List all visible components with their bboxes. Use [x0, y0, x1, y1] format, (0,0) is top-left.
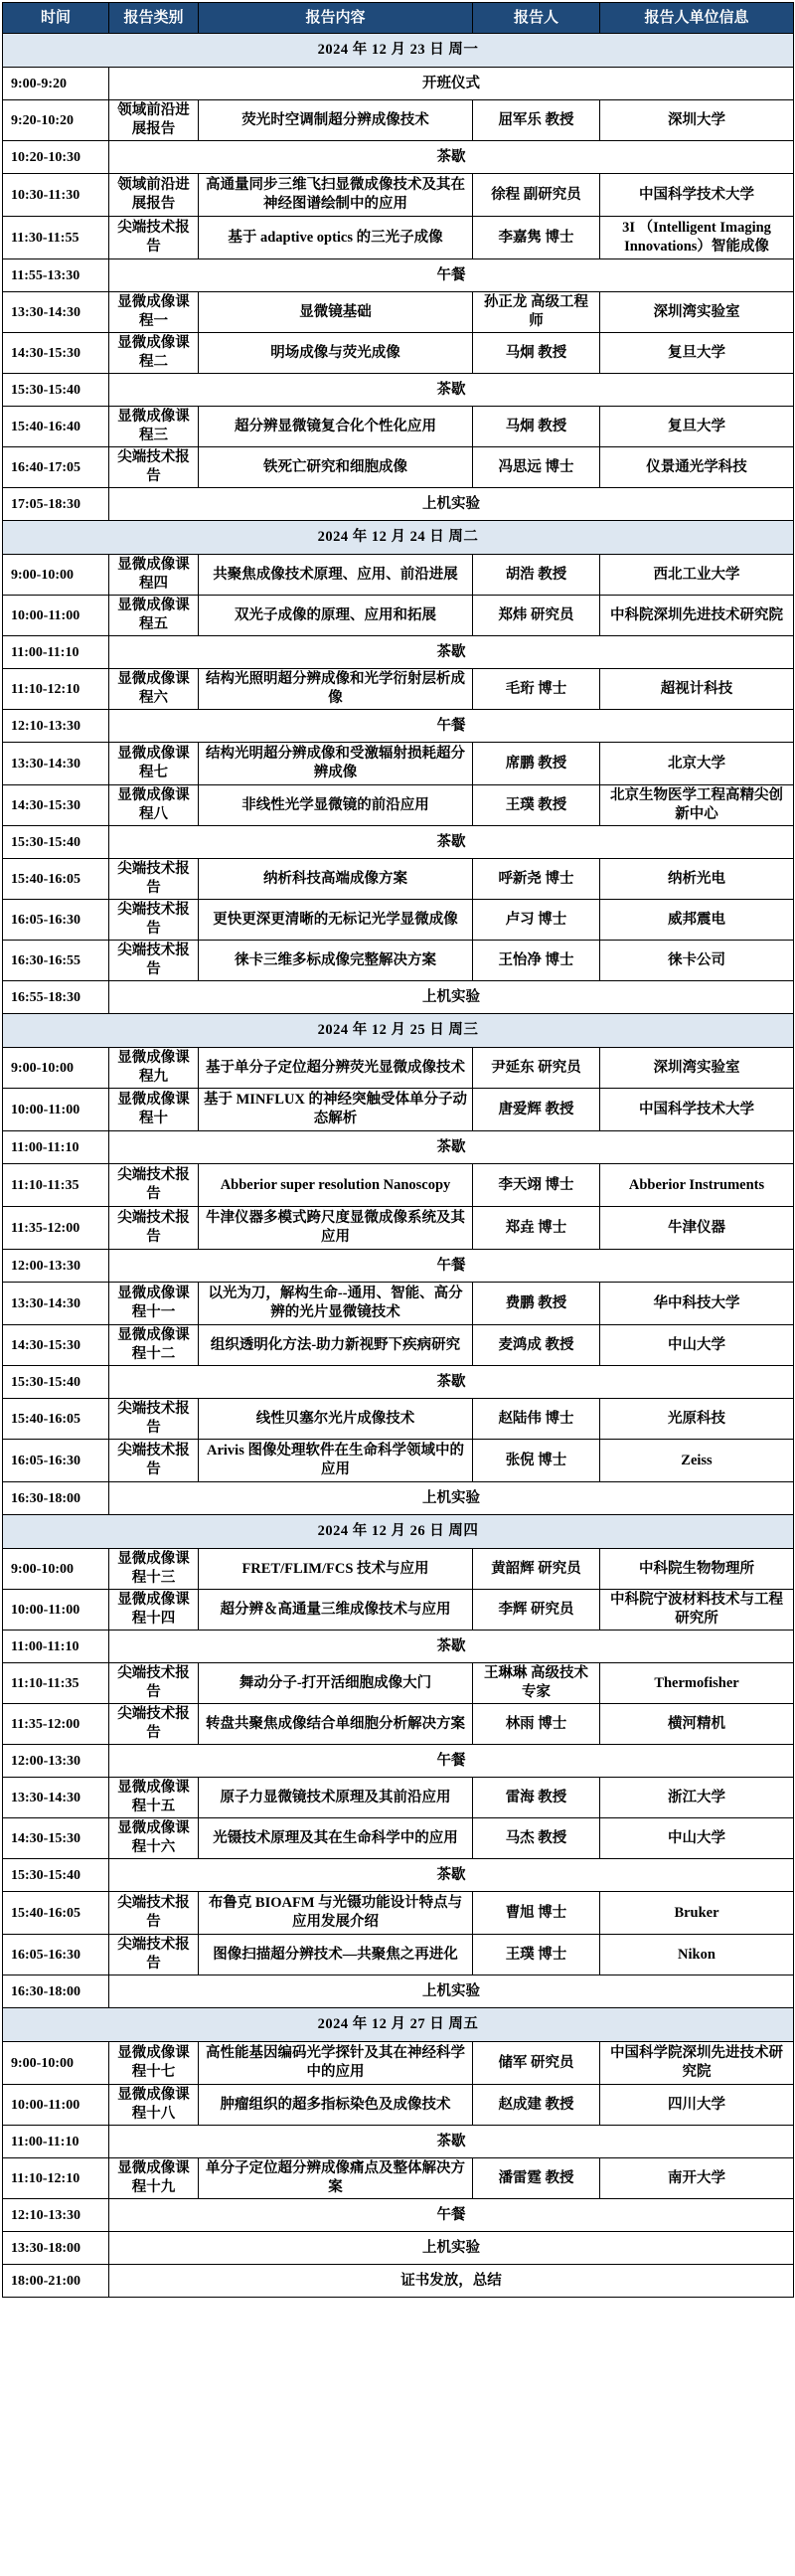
event-row — [3, 259, 794, 292]
time-cell: 13:30-14:30 — [3, 292, 109, 333]
speaker-cell: 曹旭 博士 — [473, 1892, 600, 1935]
affiliation-cell: Thermofisher — [600, 1663, 794, 1704]
schedule-table — [2, 2, 794, 2298]
speaker-cell: 孙正龙 高级工程师 — [473, 292, 600, 333]
event-row — [3, 68, 794, 100]
event-cell: 茶歇 — [109, 374, 794, 407]
session-row — [3, 1549, 794, 1590]
affiliation-cell: Nikon — [600, 1935, 794, 1975]
content-cell: 结构光照明超分辨成像和光学衍射层析成像 — [199, 669, 473, 710]
event-row — [3, 488, 794, 521]
time-cell: 14:30-15:30 — [3, 333, 109, 374]
time-cell: 15:40-16:05 — [3, 1399, 109, 1440]
session-row — [3, 1164, 794, 1207]
category-cell: 显微成像课程五 — [109, 596, 199, 636]
speaker-cell: 赵陆伟 博士 — [473, 1399, 600, 1440]
event-cell: 开班仪式 — [109, 68, 794, 100]
session-row — [3, 1089, 794, 1131]
time-cell: 9:00-10:00 — [3, 1549, 109, 1590]
time-cell: 9:00-9:20 — [3, 68, 109, 100]
session-row — [3, 1704, 794, 1745]
speaker-cell: 王璞 博士 — [473, 1935, 600, 1975]
category-cell: 尖端技术报告 — [109, 1207, 199, 1250]
speaker-cell: 林雨 博士 — [473, 1704, 600, 1745]
time-cell: 18:00-21:00 — [3, 2265, 109, 2298]
time-cell: 16:55-18:30 — [3, 981, 109, 1014]
content-cell: 图像扫描超分辨技术—共聚焦之再进化 — [199, 1935, 473, 1975]
session-row — [3, 1283, 794, 1325]
event-cell: 茶歇 — [109, 1859, 794, 1892]
session-row — [3, 217, 794, 259]
category-cell: 显微成像课程十七 — [109, 2042, 199, 2085]
category-cell: 显微成像课程十四 — [109, 1590, 199, 1631]
time-cell: 11:35-12:00 — [3, 1704, 109, 1745]
event-cell: 午餐 — [109, 710, 794, 743]
affiliation-cell: 华中科技大学 — [600, 1283, 794, 1325]
category-cell: 显微成像课程十六 — [109, 1818, 199, 1859]
event-row — [3, 981, 794, 1014]
speaker-cell: 王璞 教授 — [473, 785, 600, 826]
content-cell: 共聚焦成像技术原理、应用、前沿进展 — [199, 555, 473, 596]
session-row — [3, 859, 794, 900]
affiliation-cell: 3I （Intelligent Imaging Innovations）智能成像 — [600, 217, 794, 259]
session-row — [3, 1778, 794, 1818]
content-cell: 铁死亡研究和细胞成像 — [199, 447, 473, 488]
time-cell: 13:30-14:30 — [3, 1778, 109, 1818]
speaker-cell: 费鹏 教授 — [473, 1283, 600, 1325]
day-date: 2024 年 12 月 23 日 周一 — [3, 34, 794, 68]
affiliation-cell: 北京大学 — [600, 743, 794, 785]
affiliation-cell: 复旦大学 — [600, 333, 794, 374]
category-cell: 显微成像课程九 — [109, 1048, 199, 1089]
speaker-cell: 马炯 教授 — [473, 407, 600, 447]
speaker-cell: 郑炜 研究员 — [473, 596, 600, 636]
content-cell: Arivis 图像处理软件在生命科学领域中的应用 — [199, 1440, 473, 1482]
affiliation-cell: 仪景通光学科技 — [600, 447, 794, 488]
content-cell: 线性贝塞尔光片成像技术 — [199, 1399, 473, 1440]
speaker-cell: 卢习 博士 — [473, 900, 600, 941]
speaker-cell: 马炯 教授 — [473, 333, 600, 374]
session-row — [3, 174, 794, 217]
category-cell: 显微成像课程七 — [109, 743, 199, 785]
session-row — [3, 1818, 794, 1859]
day-header-row — [3, 34, 794, 68]
event-row — [3, 2232, 794, 2265]
affiliation-cell: 中科院宁波材料技术与工程研究所 — [600, 1590, 794, 1631]
affiliation-cell: Bruker — [600, 1892, 794, 1935]
category-cell: 尖端技术报告 — [109, 900, 199, 941]
category-cell: 显微成像课程十三 — [109, 1549, 199, 1590]
session-row — [3, 2042, 794, 2085]
affiliation-cell: 中国科学院深圳先进技术研究院 — [600, 2042, 794, 2085]
affiliation-cell: 中山大学 — [600, 1325, 794, 1366]
affiliation-cell: 徕卡公司 — [600, 941, 794, 981]
time-cell: 11:00-11:10 — [3, 1631, 109, 1663]
speaker-cell: 徐程 副研究员 — [473, 174, 600, 217]
time-cell: 11:00-11:10 — [3, 1131, 109, 1164]
affiliation-cell: 深圳湾实验室 — [600, 1048, 794, 1089]
affiliation-cell: 西北工业大学 — [600, 555, 794, 596]
event-cell: 午餐 — [109, 1745, 794, 1778]
session-row — [3, 1590, 794, 1631]
speaker-cell: 冯思远 博士 — [473, 447, 600, 488]
event-row — [3, 1482, 794, 1515]
affiliation-cell: 中国科学技术大学 — [600, 174, 794, 217]
time-cell: 11:00-11:10 — [3, 2126, 109, 2158]
category-cell: 显微成像课程十二 — [109, 1325, 199, 1366]
time-cell: 16:30-16:55 — [3, 941, 109, 981]
speaker-cell: 李天翊 博士 — [473, 1164, 600, 1207]
session-row — [3, 407, 794, 447]
speaker-cell: 胡浩 教授 — [473, 555, 600, 596]
category-cell: 显微成像课程十一 — [109, 1283, 199, 1325]
affiliation-cell: Abberior Instruments — [600, 1164, 794, 1207]
category-cell: 尖端技术报告 — [109, 1704, 199, 1745]
content-cell: 牛津仪器多模式跨尺度显微成像系统及其应用 — [199, 1207, 473, 1250]
header-row — [3, 3, 794, 34]
speaker-cell: 唐爱辉 教授 — [473, 1089, 600, 1131]
category-cell: 显微成像课程二 — [109, 333, 199, 374]
category-cell: 尖端技术报告 — [109, 217, 199, 259]
header-content: 报告内容 — [199, 3, 473, 34]
time-cell: 15:40-16:05 — [3, 1892, 109, 1935]
session-row — [3, 333, 794, 374]
time-cell: 15:30-15:40 — [3, 1366, 109, 1399]
time-cell: 16:05-16:30 — [3, 1440, 109, 1482]
content-cell: FRET/FLIM/FCS 技术与应用 — [199, 1549, 473, 1590]
content-cell: 单分子定位超分辨成像痛点及整体解决方案 — [199, 2158, 473, 2199]
category-cell: 显微成像课程十八 — [109, 2085, 199, 2126]
category-cell: 显微成像课程六 — [109, 669, 199, 710]
affiliation-cell: 四川大学 — [600, 2085, 794, 2126]
session-row — [3, 2085, 794, 2126]
content-cell: 结构光明超分辨成像和受激辐射损耗超分辨成像 — [199, 743, 473, 785]
event-row — [3, 2199, 794, 2232]
header-time: 时间 — [3, 3, 109, 34]
session-row — [3, 596, 794, 636]
affiliation-cell: 浙江大学 — [600, 1778, 794, 1818]
speaker-cell: 马杰 教授 — [473, 1818, 600, 1859]
content-cell: 舞动分子-打开活细胞成像大门 — [199, 1663, 473, 1704]
speaker-cell: 屈军乐 教授 — [473, 100, 600, 141]
affiliation-cell: 超视计科技 — [600, 669, 794, 710]
time-cell: 9:00-10:00 — [3, 2042, 109, 2085]
header-category: 报告类别 — [109, 3, 199, 34]
category-cell: 领域前沿进展报告 — [109, 174, 199, 217]
affiliation-cell: 中科院深圳先进技术研究院 — [600, 596, 794, 636]
session-row — [3, 1892, 794, 1935]
speaker-cell: 郑垚 博士 — [473, 1207, 600, 1250]
time-cell: 14:30-15:30 — [3, 1325, 109, 1366]
day-date: 2024 年 12 月 25 日 周三 — [3, 1014, 794, 1048]
session-row — [3, 2158, 794, 2199]
affiliation-cell: 纳析光电 — [600, 859, 794, 900]
time-cell: 10:30-11:30 — [3, 174, 109, 217]
category-cell: 尖端技术报告 — [109, 859, 199, 900]
time-cell: 15:30-15:40 — [3, 374, 109, 407]
category-cell: 尖端技术报告 — [109, 941, 199, 981]
content-cell: 高通量同步三维飞扫显微成像技术及其在神经图谱绘制中的应用 — [199, 174, 473, 217]
category-cell: 尖端技术报告 — [109, 1164, 199, 1207]
event-cell: 茶歇 — [109, 2126, 794, 2158]
time-cell: 13:30-18:00 — [3, 2232, 109, 2265]
time-cell: 12:00-13:30 — [3, 1250, 109, 1283]
category-cell: 尖端技术报告 — [109, 1440, 199, 1482]
category-cell: 显微成像课程三 — [109, 407, 199, 447]
session-row — [3, 941, 794, 981]
event-cell: 上机实验 — [109, 981, 794, 1014]
content-cell: 荧光时空调制超分辨成像技术 — [199, 100, 473, 141]
category-cell: 显微成像课程八 — [109, 785, 199, 826]
time-cell: 11:10-12:10 — [3, 669, 109, 710]
speaker-cell: 王怡净 博士 — [473, 941, 600, 981]
category-cell: 尖端技术报告 — [109, 1892, 199, 1935]
event-row — [3, 1859, 794, 1892]
content-cell: 基于 adaptive optics 的三光子成像 — [199, 217, 473, 259]
event-cell: 茶歇 — [109, 1631, 794, 1663]
speaker-cell: 雷海 教授 — [473, 1778, 600, 1818]
category-cell: 尖端技术报告 — [109, 1399, 199, 1440]
speaker-cell: 王琳琳 高级技术专家 — [473, 1663, 600, 1704]
event-cell: 上机实验 — [109, 1975, 794, 2008]
session-row — [3, 292, 794, 333]
content-cell: 纳析科技高端成像方案 — [199, 859, 473, 900]
event-cell: 茶歇 — [109, 826, 794, 859]
category-cell: 显微成像课程十五 — [109, 1778, 199, 1818]
content-cell: 明场成像与荧光成像 — [199, 333, 473, 374]
affiliation-cell: 深圳大学 — [600, 100, 794, 141]
time-cell: 15:40-16:05 — [3, 859, 109, 900]
content-cell: 徕卡三维多标成像完整解决方案 — [199, 941, 473, 981]
content-cell: 原子力显微镜技术原理及其前沿应用 — [199, 1778, 473, 1818]
time-cell: 10:00-11:00 — [3, 1089, 109, 1131]
affiliation-cell: 威邦震电 — [600, 900, 794, 941]
session-row — [3, 1440, 794, 1482]
event-cell: 上机实验 — [109, 1482, 794, 1515]
event-cell: 上机实验 — [109, 2232, 794, 2265]
speaker-cell: 黄韶辉 研究员 — [473, 1549, 600, 1590]
time-cell: 11:00-11:10 — [3, 636, 109, 669]
event-row — [3, 1131, 794, 1164]
content-cell: 高性能基因编码光学探针及其在神经科学中的应用 — [199, 2042, 473, 2085]
affiliation-cell: 中国科学技术大学 — [600, 1089, 794, 1131]
event-cell: 茶歇 — [109, 1131, 794, 1164]
session-row — [3, 1048, 794, 1089]
content-cell: 以光为刀，解构生命--通用、智能、高分辨的光片显微镜技术 — [199, 1283, 473, 1325]
content-cell: 转盘共聚焦成像结合单细胞分析解决方案 — [199, 1704, 473, 1745]
header-speaker: 报告人 — [473, 3, 600, 34]
time-cell: 15:40-16:40 — [3, 407, 109, 447]
content-cell: 光镊技术原理及其在生命科学中的应用 — [199, 1818, 473, 1859]
affiliation-cell: 横河精机 — [600, 1704, 794, 1745]
time-cell: 11:10-11:35 — [3, 1663, 109, 1704]
event-row — [3, 1631, 794, 1663]
category-cell: 显微成像课程四 — [109, 555, 199, 596]
time-cell: 11:55-13:30 — [3, 259, 109, 292]
session-row — [3, 100, 794, 141]
session-row — [3, 900, 794, 941]
category-cell: 尖端技术报告 — [109, 447, 199, 488]
day-header-row — [3, 1515, 794, 1549]
affiliation-cell: Zeiss — [600, 1440, 794, 1482]
speaker-cell: 李辉 研究员 — [473, 1590, 600, 1631]
day-header-row — [3, 1014, 794, 1048]
affiliation-cell: 南开大学 — [600, 2158, 794, 2199]
time-cell: 16:30-18:00 — [3, 1975, 109, 2008]
content-cell: 非线性光学显微镜的前沿应用 — [199, 785, 473, 826]
event-row — [3, 636, 794, 669]
session-row — [3, 669, 794, 710]
session-row — [3, 1935, 794, 1975]
session-row — [3, 1325, 794, 1366]
time-cell: 11:10-11:35 — [3, 1164, 109, 1207]
event-cell: 证书发放，总结 — [109, 2265, 794, 2298]
content-cell: 双光子成像的原理、应用和拓展 — [199, 596, 473, 636]
event-row — [3, 141, 794, 174]
time-cell: 16:40-17:05 — [3, 447, 109, 488]
category-cell: 显微成像课程十九 — [109, 2158, 199, 2199]
time-cell: 16:05-16:30 — [3, 1935, 109, 1975]
event-row — [3, 2126, 794, 2158]
time-cell: 9:00-10:00 — [3, 1048, 109, 1089]
content-cell: Abberior super resolution Nanoscopy — [199, 1164, 473, 1207]
time-cell: 10:00-11:00 — [3, 1590, 109, 1631]
affiliation-cell: 深圳湾实验室 — [600, 292, 794, 333]
content-cell: 基于单分子定位超分辨荧光显微成像技术 — [199, 1048, 473, 1089]
event-cell: 午餐 — [109, 2199, 794, 2232]
speaker-cell: 毛珩 博士 — [473, 669, 600, 710]
session-row — [3, 555, 794, 596]
event-row — [3, 710, 794, 743]
time-cell: 12:10-13:30 — [3, 2199, 109, 2232]
speaker-cell: 李嘉隽 博士 — [473, 217, 600, 259]
event-row — [3, 1366, 794, 1399]
schedule-body — [3, 34, 794, 2298]
category-cell: 尖端技术报告 — [109, 1935, 199, 1975]
session-row — [3, 1399, 794, 1440]
category-cell: 领域前沿进展报告 — [109, 100, 199, 141]
speaker-cell: 赵成建 教授 — [473, 2085, 600, 2126]
content-cell: 更快更深更清晰的无标记光学显微成像 — [199, 900, 473, 941]
day-date: 2024 年 12 月 24 日 周二 — [3, 521, 794, 555]
time-cell: 15:30-15:40 — [3, 1859, 109, 1892]
event-row — [3, 2265, 794, 2298]
time-cell: 10:00-11:00 — [3, 596, 109, 636]
affiliation-cell: 中科院生物物理所 — [600, 1549, 794, 1590]
event-cell: 午餐 — [109, 1250, 794, 1283]
content-cell: 显微镜基础 — [199, 292, 473, 333]
header-affiliation: 报告人单位信息 — [600, 3, 794, 34]
time-cell: 17:05-18:30 — [3, 488, 109, 521]
time-cell: 15:30-15:40 — [3, 826, 109, 859]
time-cell: 9:20-10:20 — [3, 100, 109, 141]
speaker-cell: 潘雷霆 教授 — [473, 2158, 600, 2199]
speaker-cell: 储军 研究员 — [473, 2042, 600, 2085]
time-cell: 14:30-15:30 — [3, 785, 109, 826]
time-cell: 12:10-13:30 — [3, 710, 109, 743]
speaker-cell: 麦鸿成 教授 — [473, 1325, 600, 1366]
affiliation-cell: 复旦大学 — [600, 407, 794, 447]
category-cell: 显微成像课程一 — [109, 292, 199, 333]
speaker-cell: 呼新尧 博士 — [473, 859, 600, 900]
time-cell: 13:30-14:30 — [3, 1283, 109, 1325]
session-row — [3, 785, 794, 826]
category-cell: 显微成像课程十 — [109, 1089, 199, 1131]
speaker-cell: 张倪 博士 — [473, 1440, 600, 1482]
event-cell: 茶歇 — [109, 636, 794, 669]
affiliation-cell: 中山大学 — [600, 1818, 794, 1859]
content-cell: 组织透明化方法-助力新视野下疾病研究 — [199, 1325, 473, 1366]
affiliation-cell: 光原科技 — [600, 1399, 794, 1440]
time-cell: 11:35-12:00 — [3, 1207, 109, 1250]
day-header-row — [3, 2008, 794, 2042]
content-cell: 肿瘤组织的超多指标染色及成像技术 — [199, 2085, 473, 2126]
affiliation-cell: 北京生物医学工程高精尖创新中心 — [600, 785, 794, 826]
content-cell: 布鲁克 BIOAFM 与光镊功能设计特点与应用发展介绍 — [199, 1892, 473, 1935]
time-cell: 16:05-16:30 — [3, 900, 109, 941]
event-row — [3, 826, 794, 859]
event-cell: 上机实验 — [109, 488, 794, 521]
event-row — [3, 1745, 794, 1778]
event-row — [3, 374, 794, 407]
time-cell: 16:30-18:00 — [3, 1482, 109, 1515]
content-cell: 基于 MINFLUX 的神经突触受体单分子动态解析 — [199, 1089, 473, 1131]
event-cell: 茶歇 — [109, 141, 794, 174]
time-cell: 10:00-11:00 — [3, 2085, 109, 2126]
time-cell: 14:30-15:30 — [3, 1818, 109, 1859]
time-cell: 11:10-12:10 — [3, 2158, 109, 2199]
day-date: 2024 年 12 月 26 日 周四 — [3, 1515, 794, 1549]
time-cell: 13:30-14:30 — [3, 743, 109, 785]
event-cell: 茶歇 — [109, 1366, 794, 1399]
time-cell: 10:20-10:30 — [3, 141, 109, 174]
day-header-row — [3, 521, 794, 555]
session-row — [3, 1207, 794, 1250]
event-cell: 午餐 — [109, 259, 794, 292]
day-date: 2024 年 12 月 27 日 周五 — [3, 2008, 794, 2042]
session-row — [3, 743, 794, 785]
time-cell: 9:00-10:00 — [3, 555, 109, 596]
content-cell: 超分辨显微镜复合化个性化应用 — [199, 407, 473, 447]
event-row — [3, 1975, 794, 2008]
session-row — [3, 1663, 794, 1704]
session-row — [3, 447, 794, 488]
affiliation-cell: 牛津仪器 — [600, 1207, 794, 1250]
category-cell: 尖端技术报告 — [109, 1663, 199, 1704]
time-cell: 12:00-13:30 — [3, 1745, 109, 1778]
event-row — [3, 1250, 794, 1283]
speaker-cell: 尹延东 研究员 — [473, 1048, 600, 1089]
time-cell: 11:30-11:55 — [3, 217, 109, 259]
content-cell: 超分辨＆高通量三维成像技术与应用 — [199, 1590, 473, 1631]
speaker-cell: 席鹏 教授 — [473, 743, 600, 785]
